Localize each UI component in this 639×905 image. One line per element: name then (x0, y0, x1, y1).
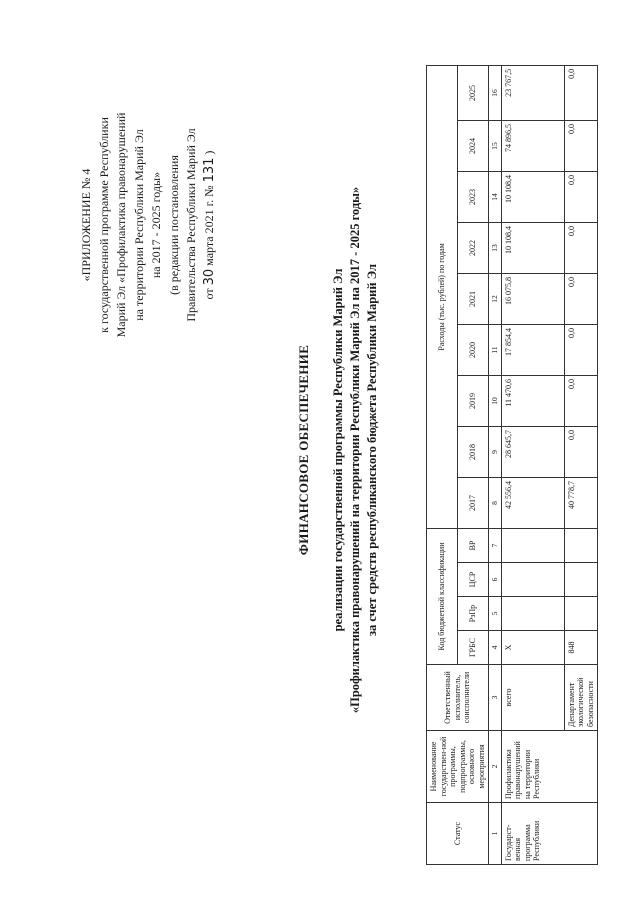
row-grbs: 848 (564, 631, 598, 665)
row-value: 17 854,4 (501, 324, 564, 375)
appendix-date-line (201, 85, 219, 365)
row-executor: всего (501, 665, 564, 731)
date-day: 30 (201, 268, 217, 286)
header-status: Статус (427, 803, 489, 865)
header-name: Наименование государствен-ной программы, подпрограммы, основного мероприятия (427, 731, 489, 803)
appendix-line: «ПРИЛОЖЕНИЕ № 4 (79, 168, 93, 282)
col-number: 2 (489, 731, 502, 803)
row-value: 11 470,6 (501, 375, 564, 426)
col-number: 13 (489, 222, 502, 273)
row-value: 40 778,7 (564, 477, 598, 528)
col-number: 11 (489, 324, 502, 375)
appendix-line: (в редакции постановления (166, 155, 181, 295)
row-csr (501, 563, 564, 597)
heading-line-1: реализации государственной программы Республики Марий Эл (331, 268, 345, 632)
header-rzpr: РзПр (458, 597, 489, 631)
appendix-line: Правительства Республики Марий Эл (184, 128, 198, 322)
row-value: 0,0 (564, 171, 598, 222)
row-value: 0,0 (564, 120, 598, 171)
header-year: 2024 (458, 120, 489, 171)
col-number: 10 (489, 375, 502, 426)
row-value: 0,0 (564, 324, 598, 375)
document-heading (296, 85, 381, 815)
row-name: Профилактика правонарушений на территории Республики (501, 731, 598, 803)
col-number: 1 (489, 803, 502, 865)
header-year: 2021 (458, 273, 489, 324)
col-number: 16 (489, 65, 502, 120)
header-year: 2019 (458, 375, 489, 426)
col-number: 5 (489, 597, 502, 631)
row-vr (564, 528, 598, 562)
row-value: 0,0 (564, 273, 598, 324)
header-year: 2018 (458, 426, 489, 477)
col-number: 3 (489, 665, 502, 731)
row-value: 0,0 (564, 222, 598, 273)
header-vr: ВР (458, 528, 489, 562)
col-number: 14 (489, 171, 502, 222)
row-value: 10 108,4 (501, 171, 564, 222)
col-number: 9 (489, 426, 502, 477)
row-value: 42 556,4 (501, 477, 564, 528)
row-rzpr (564, 597, 598, 631)
table-row (501, 65, 564, 864)
header-budget-code: Код бюджетной классификации (427, 528, 458, 664)
row-value: 16 075,8 (501, 273, 564, 324)
row-value: 28 645,7 (501, 426, 564, 477)
heading-main: ФИНАНСОВОЕ ОБЕСПЕЧЕНИЕ (296, 344, 311, 556)
header-year: 2020 (458, 324, 489, 375)
header-csr: ЦСР (458, 563, 489, 597)
row-value: 0,0 (564, 426, 598, 477)
date-month: марта 2021 г. № (201, 185, 216, 266)
appendix-line: к государственной программе Республики (96, 117, 111, 333)
header-row-1 (427, 65, 458, 864)
row-vr (501, 528, 564, 562)
appendix-line: на 2017 - 2025 годы» (149, 171, 163, 279)
header-grbs: ГРБС (458, 631, 489, 665)
row-csr (564, 563, 598, 597)
finance-table-wrap (426, 65, 598, 865)
row-grbs: Х (501, 631, 564, 665)
col-number: 6 (489, 563, 502, 597)
date-prefix: от (201, 288, 216, 300)
row-executor: Департамент экологической безопасности (564, 665, 598, 731)
row-rzpr (501, 597, 564, 631)
header-expenses: Расходы (тыс. рублей) по годам (427, 65, 458, 528)
appendix-line: Марий Эл «Профилактика правонарушений (114, 112, 128, 338)
col-number: 12 (489, 273, 502, 324)
appendix-block (78, 85, 218, 365)
col-number: 15 (489, 120, 502, 171)
header-year: 2025 (458, 65, 489, 120)
appendix-line: на территории Республики Марий Эл (131, 129, 146, 321)
row-value: 0,0 (564, 65, 598, 120)
col-number: 8 (489, 477, 502, 528)
date-suffix: ) (201, 150, 216, 155)
col-number: 4 (489, 631, 502, 665)
row-value: 0,0 (564, 375, 598, 426)
header-year: 2023 (458, 171, 489, 222)
header-year: 2017 (458, 477, 489, 528)
header-executor: Ответственный исполнитель, соисполнители (427, 665, 489, 731)
row-value: 23 767,5 (501, 65, 564, 120)
row-status: Государст-венная программа Республики (501, 803, 598, 865)
finance-table (426, 65, 598, 865)
date-number: 131 (201, 157, 217, 183)
column-number-row (489, 65, 502, 864)
col-number: 7 (489, 528, 502, 562)
heading-line-2: «Профилактика правонарушений на территории Республики Марий Эл на 2017 - 2025 годы» (348, 186, 362, 714)
row-value: 74 896,5 (501, 120, 564, 171)
heading-line-3: за счет средств республиканского бюджета Республики Марий Эл (365, 263, 379, 637)
row-value: 10 108,4 (501, 222, 564, 273)
header-year: 2022 (458, 222, 489, 273)
